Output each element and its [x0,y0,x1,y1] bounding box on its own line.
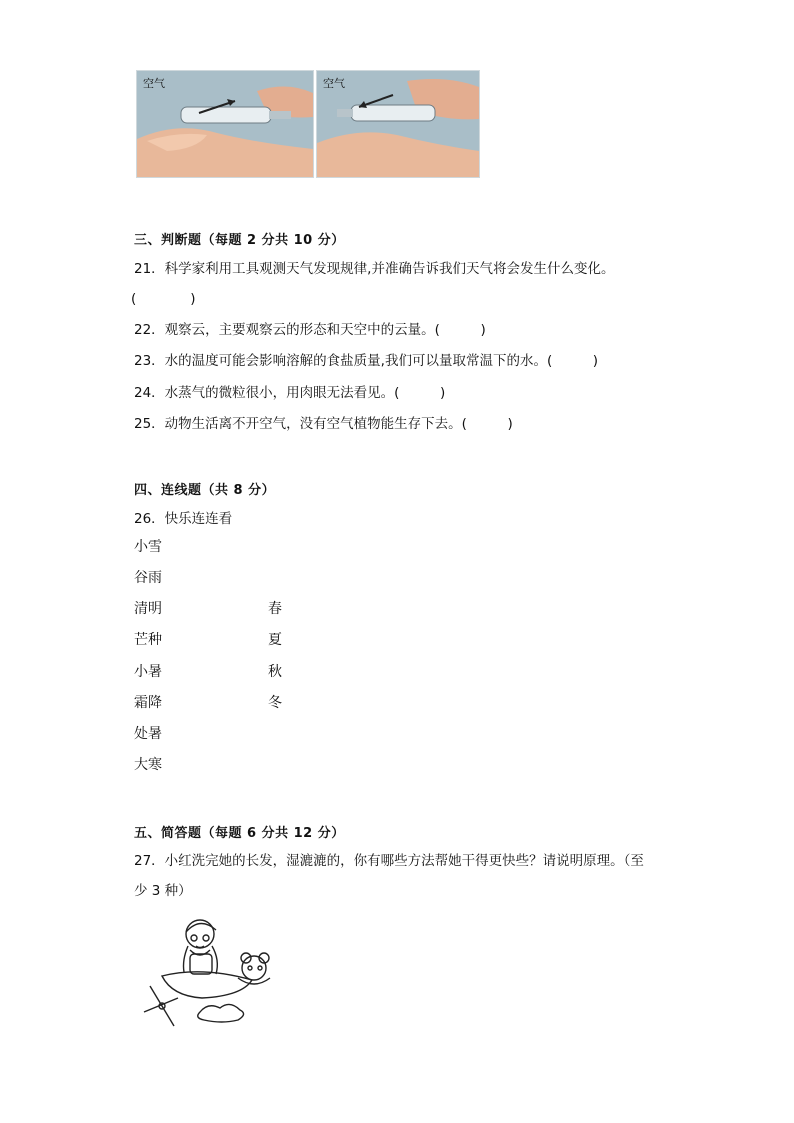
solar-term-item[interactable]: 小暑 [134,664,162,680]
question-26: 26．快乐连连看 [134,511,233,527]
question-21: 21．科学家利用工具观测天气发现规律,并准确告诉我们天气将会发生什么变化。 [134,261,615,277]
season-item[interactable]: 秋 [268,664,282,680]
air-label-left: 空气 [143,77,165,90]
question-27-line1: 27．小红洗完她的长发，湿漉漉的，你有哪些方法帮她干得更快些？请说明原理。（至 [134,853,644,869]
solar-term-item[interactable]: 霜降 [134,695,162,711]
solar-term-item[interactable]: 芒种 [134,632,162,648]
question-23: 23．水的温度可能会影响溶解的食盐质量,我们可以量取常温下的水。( ) [134,353,599,369]
season-item[interactable]: 春 [268,601,282,617]
section3-title: 三、判断题（每题 2 分共 10 分） [134,233,345,248]
section5-title: 五、简答题（每题 6 分共 12 分） [134,826,345,841]
question-22: 22．观察云，主要观察云的形态和天空中的云量。( ) [134,322,486,338]
syringe-photo-left [136,70,314,178]
season-item[interactable]: 冬 [268,695,282,711]
solar-term-item[interactable]: 清明 [134,601,162,617]
section4-title: 四、连线题（共 8 分） [134,483,276,498]
question-24: 24．水蒸气的微粒很小，用肉眼无法看见。( ) [134,385,446,401]
solar-term-item[interactable]: 小雪 [134,539,162,555]
air-label-right: 空气 [323,77,345,90]
question-27-line2: 少 3 种） [134,883,192,899]
question-21-answer-blank[interactable]: ( ) [131,291,196,307]
solar-term-item[interactable]: 处暑 [134,726,162,742]
solar-term-item[interactable]: 大寒 [134,757,162,773]
syringe-photo-right [316,70,480,178]
solar-term-item[interactable]: 谷雨 [134,570,162,586]
question-25: 25．动物生活离不开空气，没有空气植物能生存下去。( ) [134,416,513,432]
season-item[interactable]: 夏 [268,632,282,648]
girl-airplane-illustration [142,916,292,1028]
